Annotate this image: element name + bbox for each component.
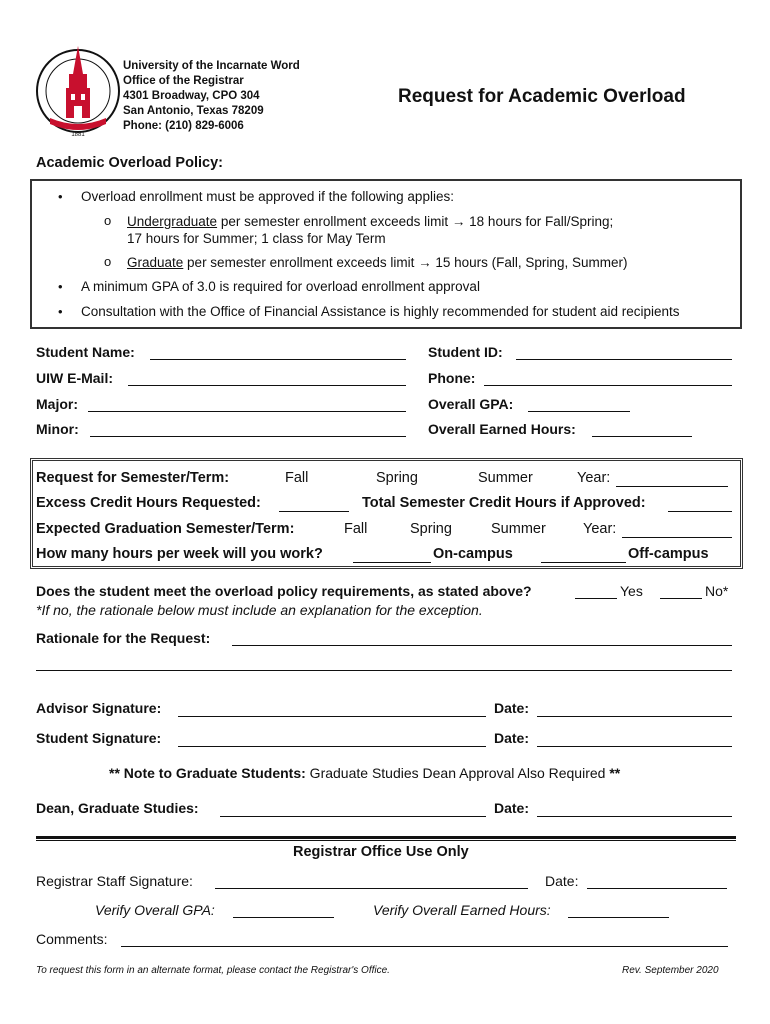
- dean-signature-label: Dean, Graduate Studies:: [36, 800, 199, 816]
- total-hours-label: Total Semester Credit Hours if Approved:: [362, 495, 646, 511]
- dean-date-field[interactable]: [537, 816, 732, 817]
- verify-hours-label: Verify Overall Earned Hours:: [373, 902, 551, 918]
- registrar-address: [123, 59, 300, 134]
- seal-year: 1881: [71, 132, 85, 138]
- semester-year-field[interactable]: [616, 486, 728, 487]
- overall-gpa-label: Overall GPA:: [428, 396, 514, 412]
- registrar-date-field[interactable]: [587, 888, 727, 889]
- sub-bullet-icon: o: [104, 254, 112, 269]
- dean-date-label: Date:: [494, 800, 530, 816]
- policy-item-gpa: A minimum GPA of 3.0 is required for overload enrollment approval: [81, 279, 480, 294]
- graduation-spring-option[interactable]: Spring: [410, 521, 452, 537]
- major-field[interactable]: [88, 411, 406, 412]
- overload-question: Does the student meet the overload policy requirements, as stated above?: [36, 583, 532, 599]
- student-name-field[interactable]: [150, 359, 406, 360]
- minor-field[interactable]: [90, 436, 406, 437]
- rationale-label: Rationale for the Request:: [36, 630, 211, 646]
- policy-heading: Academic Overload Policy:: [36, 155, 223, 171]
- semester-label: Request for Semester/Term:: [36, 470, 230, 486]
- student-signature-label: Student Signature:: [36, 730, 162, 746]
- graduation-year-field[interactable]: [622, 537, 732, 538]
- comments-field[interactable]: [121, 946, 728, 947]
- bullet-icon: •: [58, 279, 63, 294]
- phone-label: Phone:: [428, 370, 476, 386]
- dean-signature-field[interactable]: [220, 816, 486, 817]
- earned-hours-label: Overall Earned Hours:: [428, 421, 576, 437]
- student-signature-field[interactable]: [178, 746, 486, 747]
- advisor-signature-field[interactable]: [178, 716, 486, 717]
- email-field[interactable]: [128, 385, 406, 386]
- registrar-staff-label: Registrar Staff Signature:: [36, 873, 193, 889]
- university-seal-logo: [36, 44, 120, 140]
- overload-note: *If no, the rationale below must include an explanation for the exception.: [36, 602, 483, 618]
- section-divider-thin: [36, 840, 736, 841]
- verify-gpa-field[interactable]: [233, 917, 334, 918]
- semester-summer-option[interactable]: Summer: [478, 470, 533, 486]
- on-campus-label: On-campus: [433, 546, 513, 562]
- overload-no-field[interactable]: [660, 598, 702, 599]
- work-hours-label: How many hours per week will you work?: [36, 546, 323, 562]
- semester-spring-option[interactable]: Spring: [376, 470, 418, 486]
- minor-label: Minor:: [36, 421, 79, 437]
- advisor-date-label: Date:: [494, 700, 530, 716]
- phone-field[interactable]: [484, 385, 732, 386]
- excess-hours-field[interactable]: [279, 511, 349, 512]
- policy-item-financial: Consultation with the Office of Financial Assistance is highly recommended for student aid recipients: [81, 304, 680, 319]
- major-label: Major:: [36, 396, 78, 412]
- graduation-fall-option[interactable]: Fall: [344, 521, 368, 537]
- semester-fall-option[interactable]: Fall: [285, 470, 309, 486]
- registrar-date-label: Date:: [545, 873, 579, 889]
- address-line: University of the Incarnate Word: [123, 60, 300, 72]
- advisor-date-field[interactable]: [537, 716, 732, 717]
- policy-item-overload: Overload enrollment must be approved if the following applies:: [81, 189, 454, 204]
- verify-gpa-label: Verify Overall GPA:: [95, 902, 215, 918]
- email-label: UIW E-Mail:: [36, 370, 113, 386]
- overall-gpa-field[interactable]: [528, 411, 630, 412]
- graduation-year-label: Year:: [583, 521, 617, 537]
- registrar-heading: Registrar Office Use Only: [293, 844, 469, 860]
- student-id-label: Student ID:: [428, 344, 503, 360]
- off-campus-hours-field[interactable]: [541, 562, 626, 563]
- graduation-summer-option[interactable]: Summer: [491, 521, 546, 537]
- policy-item-undergraduate-cont: 17 hours for Summer; 1 class for May Term: [127, 231, 386, 246]
- student-id-field[interactable]: [516, 359, 732, 360]
- student-date-label: Date:: [494, 730, 530, 746]
- section-divider: [36, 836, 736, 839]
- bullet-icon: •: [58, 304, 63, 319]
- student-name-label: Student Name:: [36, 344, 135, 360]
- graduate-students-note: ** Note to Graduate Students: Graduate Studies Dean Approval Also Required **: [109, 765, 621, 781]
- footer-note: To request this form in an alternate format, please contact the Registrar's Office.: [36, 965, 390, 976]
- off-campus-label: Off-campus: [628, 546, 709, 562]
- graduation-term-label: Expected Graduation Semester/Term:: [36, 521, 295, 537]
- overload-yes-label: Yes: [620, 583, 643, 599]
- form-title: Request for Academic Overload: [398, 86, 686, 107]
- revision-date: Rev. September 2020: [622, 965, 719, 976]
- address-line: Phone: (210) 829-6006: [123, 120, 244, 132]
- advisor-signature-label: Advisor Signature:: [36, 700, 162, 716]
- student-date-field[interactable]: [537, 746, 732, 747]
- overload-yes-field[interactable]: [575, 598, 617, 599]
- registrar-staff-field[interactable]: [215, 888, 528, 889]
- semester-year-label: Year:: [577, 470, 611, 486]
- rationale-field-line-2[interactable]: [36, 670, 732, 671]
- address-line: 4301 Broadway, CPO 304: [123, 90, 260, 102]
- verify-hours-field[interactable]: [568, 917, 669, 918]
- overload-no-label: No*: [705, 583, 729, 599]
- policy-item-graduate: Graduate per semester enrollment exceeds limit → 15 hours (Fall, Spring, Summer): [127, 255, 628, 270]
- sub-bullet-icon: o: [104, 213, 112, 228]
- total-hours-field[interactable]: [668, 511, 732, 512]
- address-line: San Antonio, Texas 78209: [123, 105, 264, 117]
- address-line: Office of the Registrar: [123, 75, 244, 87]
- excess-hours-label: Excess Credit Hours Requested:: [36, 495, 261, 511]
- comments-label: Comments:: [36, 931, 108, 947]
- earned-hours-field[interactable]: [592, 436, 692, 437]
- rationale-field[interactable]: [232, 645, 732, 646]
- on-campus-hours-field[interactable]: [353, 562, 431, 563]
- bullet-icon: •: [58, 189, 63, 204]
- policy-item-undergraduate: Undergraduate per semester enrollment exceeds limit → 18 hours for Fall/Spring;: [127, 214, 614, 229]
